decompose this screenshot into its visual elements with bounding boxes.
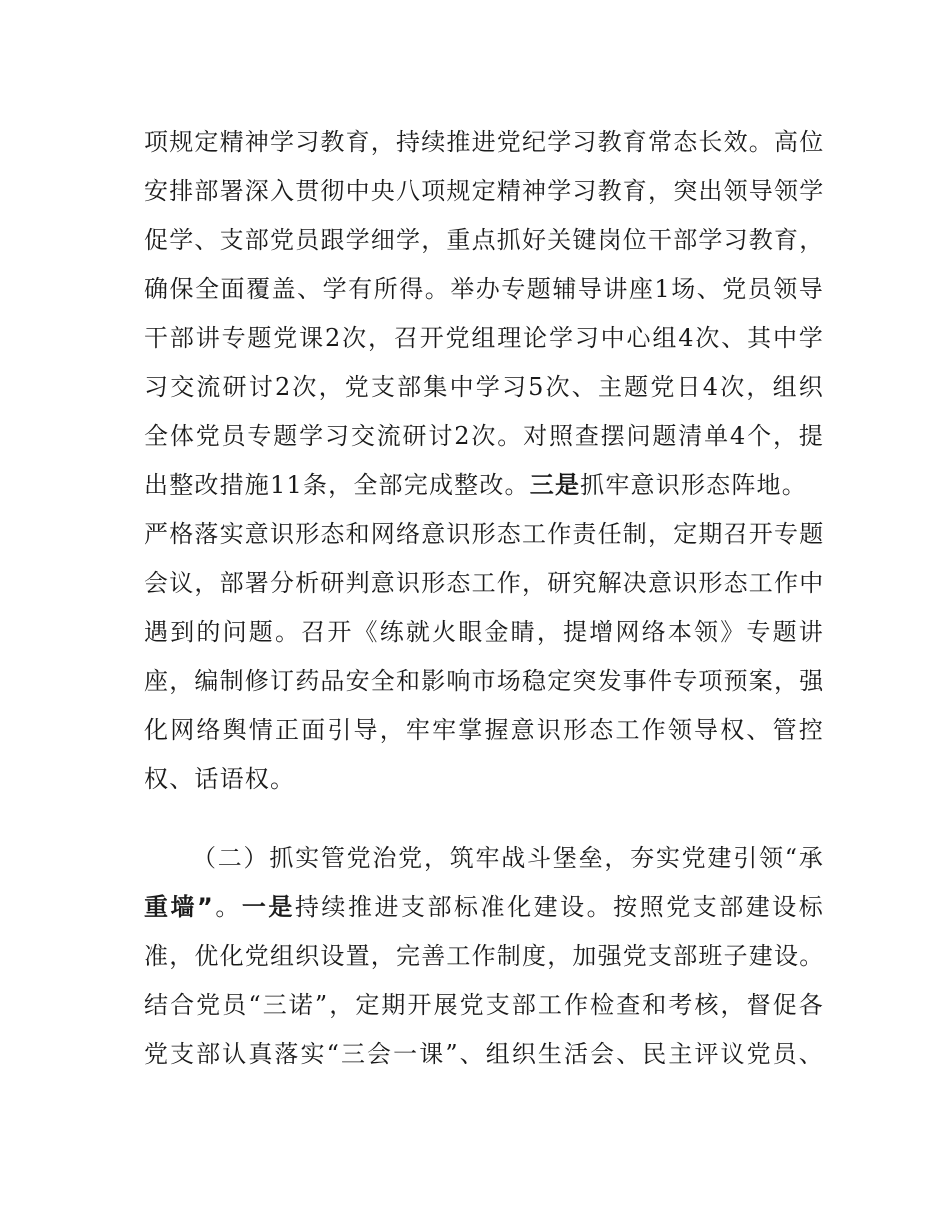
text-line: 准，优化党组织设置，完善工作制度，加强党支部班子建设。	[144, 942, 825, 970]
text-line: 确保全面覆盖、学有所得。举办专题辅导讲座1场、党员领导	[144, 275, 824, 303]
text-line: 安排部署深入贯彻中央八项规定精神学习教育，突出领导领学	[144, 177, 825, 205]
text-run: 。	[214, 893, 242, 921]
text-run: 抓牢意识形态阵地。	[580, 471, 807, 499]
bold-marker: 三是	[529, 471, 581, 499]
text-line: 党支部认真落实“三会一课”、组织生活会、民主评议党员、	[144, 1040, 824, 1068]
text-line	[144, 887, 824, 927]
text-line: 项规定精神学习教育，持续推进党纪学习教育常态长效。高位	[144, 128, 825, 156]
bold-marker: 一是	[241, 893, 295, 921]
text-line: 座，编制修订药品安全和影响市场稳定突发事件专项预案，强	[144, 667, 825, 695]
text-line: 化网络舆情正面引导，牢牢掌握意识形态工作领导权、管控	[144, 716, 824, 744]
bold-marker: 重墙”	[144, 893, 215, 921]
text-run: 持续推进支部标准化建设。按照党支部建设标	[294, 893, 824, 921]
text-line: 结合党员“三诺”，定期开展党支部工作检查和考核，督促各	[144, 991, 824, 1019]
text-line: 会议，部署分析研判意识形态工作，研究解决意识形态工作中	[144, 569, 825, 597]
text-line: 习交流研讨2次，党支部集中学习5次、主题党日4次，组织	[144, 373, 824, 401]
section-heading-line: （二）抓实管党治党，筑牢战斗堡垒，夯实党建引领“承	[192, 844, 824, 872]
text-line: 权、话语权。	[144, 765, 296, 793]
text-line	[144, 465, 824, 505]
text-line: 全体党员专题学习交流研讨2次。对照查摆问题清单4个，提	[144, 422, 824, 450]
text-line: 严格落实意识形态和网络意识形态工作责任制，定期召开专题	[144, 520, 825, 548]
text-line: 促学、支部党员跟学细学，重点抓好关键岗位干部学习教育，	[144, 226, 825, 254]
text-run: 出整改措施11条，全部完成整改。	[144, 471, 530, 499]
text-line: 干部讲专题党课2次，召开党组理论学习中心组4次、其中学	[144, 324, 824, 352]
text-line: 遇到的问题。召开《练就火眼金睛，提增网络本领》专题讲	[144, 618, 824, 646]
